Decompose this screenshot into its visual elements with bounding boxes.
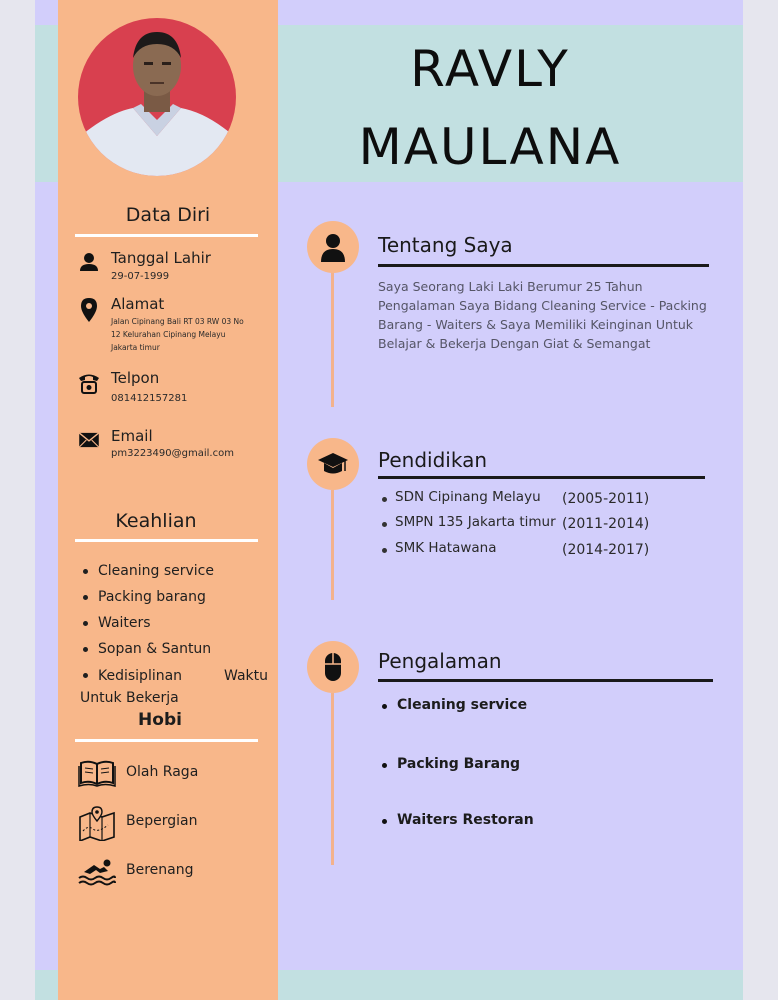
timeline-line: [331, 272, 334, 407]
school-name: SDN Cipinang Melayu: [395, 489, 541, 505]
skills-list: [80, 561, 270, 709]
about-text: Saya Seorang Laki Laki Berumur 25 Tahun Pengalaman Saya Bidang Cleaning Service - Packing Barang - Waiters & Saya Memiliki Keinginan Untuk Belajar & Bekerja Dengan Giat & Semangat: [378, 279, 707, 351]
education-badge: [307, 438, 359, 490]
school-years: (2005-2011): [562, 491, 650, 507]
phone-label: Telpon: [111, 369, 160, 387]
data-diri-divider: [75, 234, 258, 237]
skill-item: Cleaning service: [80, 561, 270, 587]
school-years: (2014-2017): [562, 542, 650, 558]
email-value[interactable]: pm3223490@gmail.com: [111, 448, 234, 459]
education-title: Pendidikan: [378, 448, 487, 472]
experience-title: Pengalaman: [378, 649, 502, 673]
swimming-icon: [78, 856, 116, 886]
experience-label: Cleaning service: [397, 697, 528, 713]
person-icon: [77, 251, 101, 273]
school-years: (2011-2014): [562, 516, 650, 532]
data-diri-heading: Data Diri: [125, 204, 211, 226]
experience-label: Packing Barang: [397, 756, 521, 772]
about-badge: [307, 221, 359, 273]
education-divider: [378, 476, 705, 479]
skill-item-line: Kedisiplinan Waktu: [98, 668, 268, 684]
education-item: [382, 540, 712, 564]
skills-heading: Keahlian: [115, 510, 197, 532]
about-divider: [378, 264, 709, 267]
hobby-item: [78, 856, 268, 886]
timeline-line: [331, 490, 334, 600]
bullet: [382, 763, 387, 768]
address-label: Alamat: [111, 295, 165, 313]
person-icon: [318, 232, 348, 262]
bullet: [382, 819, 387, 824]
school-name: SMK Hatawana: [395, 540, 497, 556]
envelope-icon: [77, 432, 101, 448]
experience-label: Waiters Restoran: [397, 812, 534, 828]
birth-date-label: Tanggal Lahir: [111, 249, 211, 267]
hobby-label: Olah Raga: [126, 764, 199, 780]
hobby-item: [78, 758, 268, 788]
open-book-icon: [78, 758, 116, 788]
hobbies-heading: Hobi: [138, 710, 182, 730]
skill-item: [80, 665, 270, 709]
full-name: [280, 30, 700, 186]
birth-date-value: 29-07-1999: [111, 271, 170, 282]
hobby-item: [78, 805, 268, 841]
experience-badge: [307, 641, 359, 693]
phone-value: 081412157281: [111, 393, 188, 404]
profile-photo: [78, 18, 236, 176]
location-pin-icon: [77, 297, 101, 323]
hobby-label: Bepergian: [126, 813, 198, 829]
telephone-icon: [77, 371, 101, 395]
last-name: MAULANA: [358, 118, 622, 176]
skills-divider: [75, 539, 258, 542]
skill-item-line: Untuk Bekerja: [80, 690, 179, 706]
about-title: Tentang Saya: [378, 233, 513, 257]
education-item: [382, 514, 712, 538]
email-label: Email: [111, 427, 153, 445]
bullet: [382, 522, 387, 527]
bullet: [382, 548, 387, 553]
skill-item: Sopan & Santun: [80, 639, 270, 665]
graduation-cap-icon: [318, 449, 348, 479]
address-value: Jalan Cipinang Bali RT 03 RW 03 No 12 Kelurahan Cipinang Melayu Jakarta timur: [111, 317, 244, 352]
timeline-line: [331, 693, 334, 865]
hobby-label: Berenang: [126, 862, 194, 878]
skill-item: Waiters: [80, 613, 270, 639]
skill-item: Packing barang: [80, 587, 270, 613]
bullet: [382, 704, 387, 709]
experience-divider: [378, 679, 713, 682]
travel-map-icon: [78, 805, 116, 841]
mouse-icon: [318, 652, 348, 682]
hobbies-divider: [75, 739, 258, 742]
education-item: [382, 489, 712, 513]
school-name: SMPN 135 Jakarta timur: [395, 514, 556, 530]
bullet: [382, 497, 387, 502]
first-name: RAVLY: [410, 40, 570, 98]
